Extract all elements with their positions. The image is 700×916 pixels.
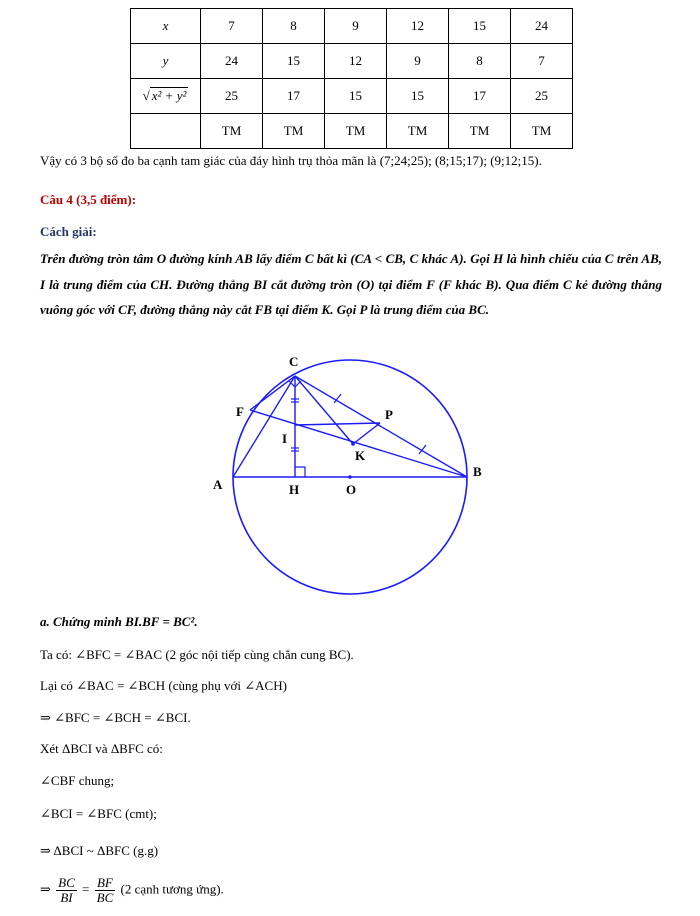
table-cell: TM — [387, 114, 449, 149]
equals-sign: = — [82, 881, 90, 897]
point-k — [351, 442, 355, 446]
table-cell: TM — [263, 114, 325, 149]
table-cell: 12 — [387, 9, 449, 44]
solution-line: ⇒ ∠BFC = ∠BCH = ∠BCI. — [40, 710, 191, 725]
segment-ck — [295, 376, 353, 444]
table-cell: √ x² + y² — [131, 79, 201, 114]
solution-line: ∠BCI = ∠BFC (cmt); — [40, 806, 157, 821]
fraction-note: (2 cạnh tương ứng). — [120, 881, 224, 897]
point-o — [348, 475, 352, 479]
segment-kp — [353, 423, 380, 444]
table-cell: 9 — [325, 9, 387, 44]
table-cell: 7 — [201, 9, 263, 44]
table-cell: TM — [511, 114, 573, 149]
solution-line-fraction — [40, 876, 224, 905]
table-cell: 15 — [325, 79, 387, 114]
question-title: Câu 4 (3,5 điểm): — [40, 192, 137, 207]
fraction-numerator: BF — [95, 876, 116, 891]
table-cell: 8 — [263, 9, 325, 44]
table-cell: TM — [449, 114, 511, 149]
table-cell: TM — [201, 114, 263, 149]
conclusion-text: Vậy có 3 bộ số đo ba cạnh tam giác của đáy hình trụ thỏa mãn là (7;24;25); (8;15;17); (9;12;15). — [40, 153, 542, 168]
table-cell: 9 — [387, 44, 449, 79]
label-k: K — [355, 448, 366, 463]
label-c: C — [289, 354, 299, 369]
method-heading: Cách giải: — [40, 224, 97, 239]
table-cell: 25 — [511, 79, 573, 114]
table-cell: 24 — [511, 9, 573, 44]
fraction — [56, 876, 77, 905]
label-p: P — [385, 407, 393, 422]
table-cell: 15 — [449, 9, 511, 44]
table-cell: 7 — [511, 44, 573, 79]
label-o: O — [346, 482, 357, 497]
table-cell: 8 — [449, 44, 511, 79]
table-cell: 15 — [263, 44, 325, 79]
segment-ac — [233, 376, 295, 477]
segment-cf — [250, 376, 295, 410]
table-cell: 24 — [201, 44, 263, 79]
table-cell: TM — [325, 114, 387, 149]
fraction — [95, 876, 116, 905]
segment-ip — [295, 423, 380, 425]
problem-statement: Trên đường tròn tâm O đường kính AB lấy điểm C bất kì (CA < CB, C khác A). Gọi H là hình chiếu của C trên AB, I là trung điểm của CH. Đường thẳng BI cắt đường tròn (O) tại điểm F (F khác B). Qua điểm C kẻ đường thẳng vuông góc với CF, đường thẳng này cắt FB tại điểm K. Gọi P là trung điểm của BC. — [40, 251, 662, 317]
segment-cb — [295, 376, 467, 477]
table-cell: 25 — [201, 79, 263, 114]
table-cell: 15 — [387, 79, 449, 114]
fraction-denominator: BI — [60, 890, 73, 905]
label-b: B — [473, 464, 482, 479]
fraction-denominator: BC — [96, 890, 114, 905]
label-h: H — [289, 482, 300, 497]
label-a: A — [213, 477, 223, 492]
solution-line: Xét ΔBCI và ΔBFC có: — [40, 741, 163, 756]
fraction-numerator: BC — [58, 875, 75, 890]
part-a-title: a. Chứng minh BI.BF = BC². — [40, 614, 198, 629]
solution-line: Ta có: ∠BFC = ∠BAC (2 góc nội tiếp cùng chắn cung BC). — [40, 647, 354, 662]
right-angle-h — [295, 467, 305, 477]
table-cell: 17 — [263, 79, 325, 114]
table-cell: 17 — [449, 79, 511, 114]
label-f: F — [236, 404, 244, 419]
implies-symbol: ⇒ — [40, 881, 51, 897]
table-cell: x — [131, 9, 201, 44]
table-cell: y — [131, 44, 201, 79]
solution-line: ∠CBF chung; — [40, 773, 115, 788]
solution-line: Lại có ∠BAC = ∠BCH (cùng phụ với ∠ACH) — [40, 678, 287, 693]
table-cell: 12 — [325, 44, 387, 79]
sqrt-expression: x² + y² — [151, 88, 187, 103]
label-i: I — [282, 431, 288, 446]
solution-line: ⇒ ΔBCI ~ ΔBFC (g.g) — [40, 843, 159, 858]
